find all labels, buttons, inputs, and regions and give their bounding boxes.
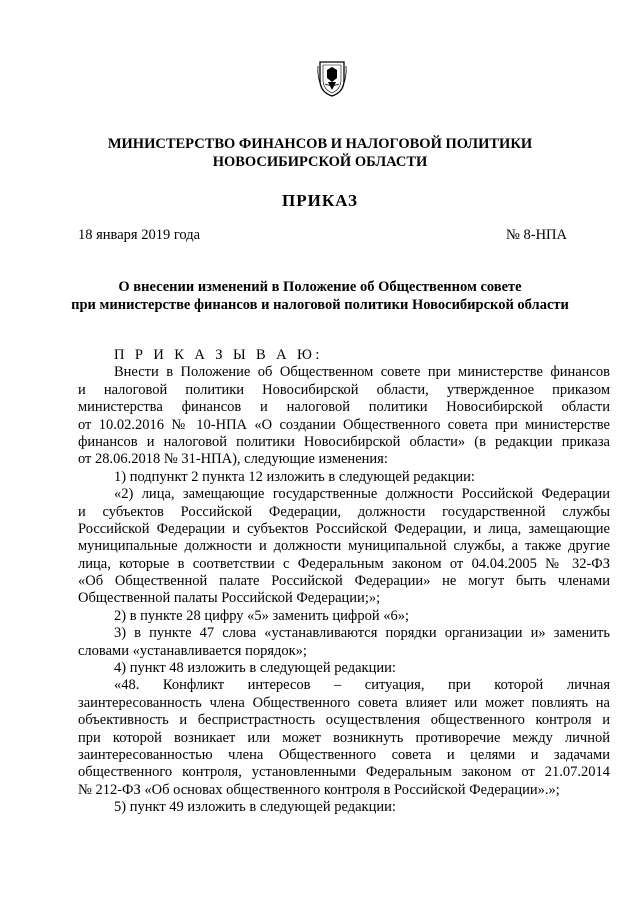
- document-date: 18 января 2019 года: [78, 227, 201, 243]
- body-line: «48. Конфликт интересов – ситуация, при которой личная: [114, 677, 610, 694]
- document-body: [78, 347, 610, 817]
- ministry-name-line1: МИНИСТЕРСТВО ФИНАНСОВ И НАЛОГОВОЙ ПОЛИТИКИ: [107, 136, 533, 152]
- body-line: от 28.06.2018 № 31-НПА), следующие изменения:: [78, 451, 388, 468]
- body-line: и субъектов Российской Федерации, должности государственной службы: [78, 503, 610, 520]
- body-line: министерства финансов и налоговой политики Новосибирской области: [78, 399, 610, 416]
- subject-line2: при министерстве финансов и налоговой политики Новосибирской области: [71, 297, 569, 313]
- ministry-name-line2: НОВОСИБИРСКОЙ ОБЛАСТИ: [212, 154, 428, 170]
- body-line: словами «устанавливается порядок»;: [78, 642, 307, 659]
- document-type: ПРИКАЗ: [282, 191, 358, 210]
- document-number: № 8-НПА: [506, 227, 567, 243]
- body-line: муниципальные должности и должности муниципальной службы, а также другие: [78, 538, 610, 555]
- body-line: № 212-ФЗ «Об основах общественного контроля в Российской Федерации».»;: [78, 781, 560, 798]
- body-line: «2) лица, замещающие государственные должности Российской Федерации: [114, 486, 610, 503]
- body-line: П Р И К А З Ы В А Ю:: [114, 347, 323, 363]
- body-line: Российской Федерации и субъектов Российской Федерации, и лица, замещающие: [78, 520, 610, 537]
- body-line: 2) в пункте 28 цифру «5» заменить цифрой «6»;: [114, 607, 409, 624]
- body-line: финансов и налоговой политики Новосибирской области» (в редакции приказа: [78, 433, 610, 450]
- body-line: Общественной палаты Российской Федерации;»;: [78, 590, 381, 607]
- body-line: от 10.02.2016 № 10-НПА «О создании Общественного совета при министерстве: [78, 416, 610, 433]
- coat-of-arms-icon: [316, 58, 348, 98]
- body-line: объективность и беспристрастность осуществления общественного контроля и: [78, 712, 610, 729]
- body-line: общественного контроля, установленными Федеральным законом от 21.07.2014: [78, 764, 610, 781]
- body-line: 4) пункт 48 изложить в следующей редакции:: [114, 660, 396, 677]
- document-subject: [0, 278, 640, 314]
- body-line: при которой возникает или может возникнуть противоречие между личной: [78, 729, 610, 746]
- body-line: «Об Общественной палате Российской Федерации» не могут быть членами: [78, 573, 610, 590]
- document-meta: [78, 227, 567, 244]
- body-line: 1) подпункт 2 пункта 12 изложить в следующей редакции:: [114, 468, 475, 485]
- body-line: заинтересованностью члена Общественного совета и целями и задачами: [78, 746, 610, 763]
- body-line: заинтересованность члена Общественного совета влияет или может повлиять на: [78, 694, 610, 711]
- body-line: и налоговой политики Новосибирской области, утвержденное приказом: [78, 381, 610, 398]
- body-line: 3) в пункте 47 слова «устанавливаются порядки организации и» заменить: [114, 625, 610, 642]
- body-line: 5) пункт 49 изложить в следующей редакции:: [114, 799, 396, 816]
- body-line: лица, которые в соответствии с Федеральным законом от 04.04.2005 № 32-ФЗ: [78, 555, 610, 572]
- ministry-name: [0, 135, 640, 171]
- subject-line1: О внесении изменений в Положение об Общественном совете: [118, 279, 522, 295]
- body-line: Внести в Положение об Общественном совете при министерстве финансов: [114, 364, 610, 381]
